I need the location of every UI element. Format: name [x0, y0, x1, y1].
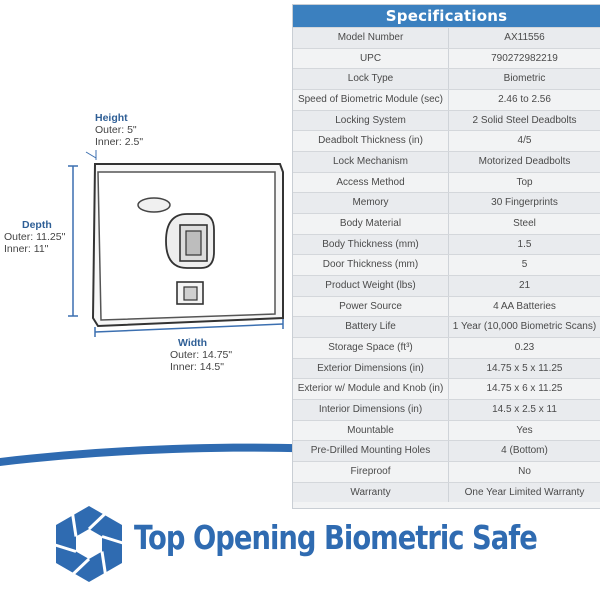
spec-label: Warranty [293, 483, 449, 503]
spec-label: Access Method [293, 173, 449, 193]
spec-value: Yes [516, 424, 533, 436]
spec-row [293, 399, 600, 420]
product-headline: Top Opening Biometric Safe [134, 518, 537, 557]
spec-label: Speed of Biometric Module (sec) [293, 90, 449, 110]
spec-label: Deadbolt Thickness (in) [293, 131, 449, 151]
spec-value: 14.5 x 2.5 x 11 [492, 404, 557, 416]
spec-label: Interior Dimensions (in) [293, 400, 449, 420]
spec-value: Biometric [503, 73, 546, 85]
spec-label: Lock Type [293, 69, 449, 89]
spec-row [293, 68, 600, 89]
spec-row [293, 192, 600, 213]
spec-row [293, 48, 600, 69]
spec-value: 1 Year (10,000 Biometric Scans) [452, 321, 597, 333]
width-dimension [170, 337, 232, 373]
spec-value: 2 Solid Steel Deadbolts [472, 114, 577, 126]
spec-row [293, 378, 600, 399]
spec-row [293, 275, 600, 296]
spec-value: 30 Fingerprints [491, 197, 558, 209]
spec-label: Battery Life [293, 317, 449, 337]
spec-label: Lock Mechanism [293, 152, 449, 172]
spec-row [293, 254, 600, 275]
height-title: Height [95, 112, 128, 124]
spec-value: 21 [518, 280, 531, 292]
spec-row [293, 358, 600, 379]
spec-row [293, 461, 600, 482]
spec-label: Mountable [293, 421, 449, 441]
spec-value: 1.5 [517, 238, 532, 250]
hexagon-aperture-icon [48, 503, 130, 585]
specifications-table [292, 4, 600, 509]
depth-title: Depth [22, 219, 52, 231]
spec-value: Motorized Deadbolts [478, 156, 571, 168]
spec-row [293, 337, 600, 358]
spec-value: AX11556 [504, 32, 545, 43]
spec-row [293, 296, 600, 317]
spec-row [293, 316, 600, 337]
spec-label: Door Thickness (mm) [293, 255, 449, 275]
spec-rows [293, 27, 600, 502]
spec-label: Pre-Drilled Mounting Holes [293, 441, 449, 461]
spec-label: UPC [293, 49, 449, 69]
spec-value: 790272982219 [491, 52, 558, 64]
spec-row [293, 482, 600, 503]
spec-value: 14.75 x 5 x 11.25 [486, 362, 563, 374]
specifications-title: Specifications [293, 5, 600, 27]
height-inner: Inner: 2.5" [95, 136, 144, 148]
spec-row [293, 172, 600, 193]
spec-label: Body Thickness (mm) [293, 235, 449, 255]
height-outer: Outer: 5" [95, 124, 137, 136]
spec-value: 2.46 to 2.56 [498, 94, 551, 106]
spec-label: Model Number [293, 28, 449, 48]
width-outer: Outer: 14.75" [170, 349, 233, 361]
depth-dimension [4, 219, 65, 255]
spec-value: 4 (Bottom) [501, 445, 548, 457]
width-title: Width [178, 337, 208, 349]
spec-row [293, 151, 600, 172]
depth-inner: Inner: 11" [4, 243, 49, 255]
spec-label: Storage Space (ft³) [293, 338, 449, 358]
spec-label: Body Material [293, 214, 449, 234]
depth-outer: Outer: 11.25" [4, 231, 66, 243]
spec-label: Locking System [293, 111, 449, 131]
spec-value: 14.75 x 6 x 11.25 [486, 383, 563, 395]
spec-row [293, 440, 600, 461]
spec-label: Exterior Dimensions (in) [293, 359, 449, 379]
spec-row [293, 213, 600, 234]
height-dimension [95, 112, 143, 148]
spec-value: No [518, 466, 531, 478]
spec-label: Power Source [293, 297, 449, 317]
width-inner: Inner: 14.5" [170, 361, 224, 373]
spec-row [293, 234, 600, 255]
spec-value: Top [516, 176, 533, 188]
spec-value: 0.23 [514, 342, 535, 354]
spec-value: 4/5 [517, 135, 532, 147]
spec-row [293, 130, 600, 151]
spec-row [293, 110, 600, 131]
spec-value: Steel [513, 218, 536, 230]
spec-row [293, 89, 600, 110]
spec-label: Fireproof [293, 462, 449, 482]
spec-value: 4 AA Batteries [493, 300, 556, 312]
spec-label: Exterior w/ Module and Knob (in) [293, 379, 449, 399]
spec-row [293, 27, 600, 48]
spec-value: 5 [521, 259, 528, 271]
spec-label: Memory [293, 193, 449, 213]
spec-value: One Year Limited Warranty [464, 486, 585, 498]
spec-label: Product Weight (lbs) [293, 276, 449, 296]
spec-row [293, 420, 600, 441]
